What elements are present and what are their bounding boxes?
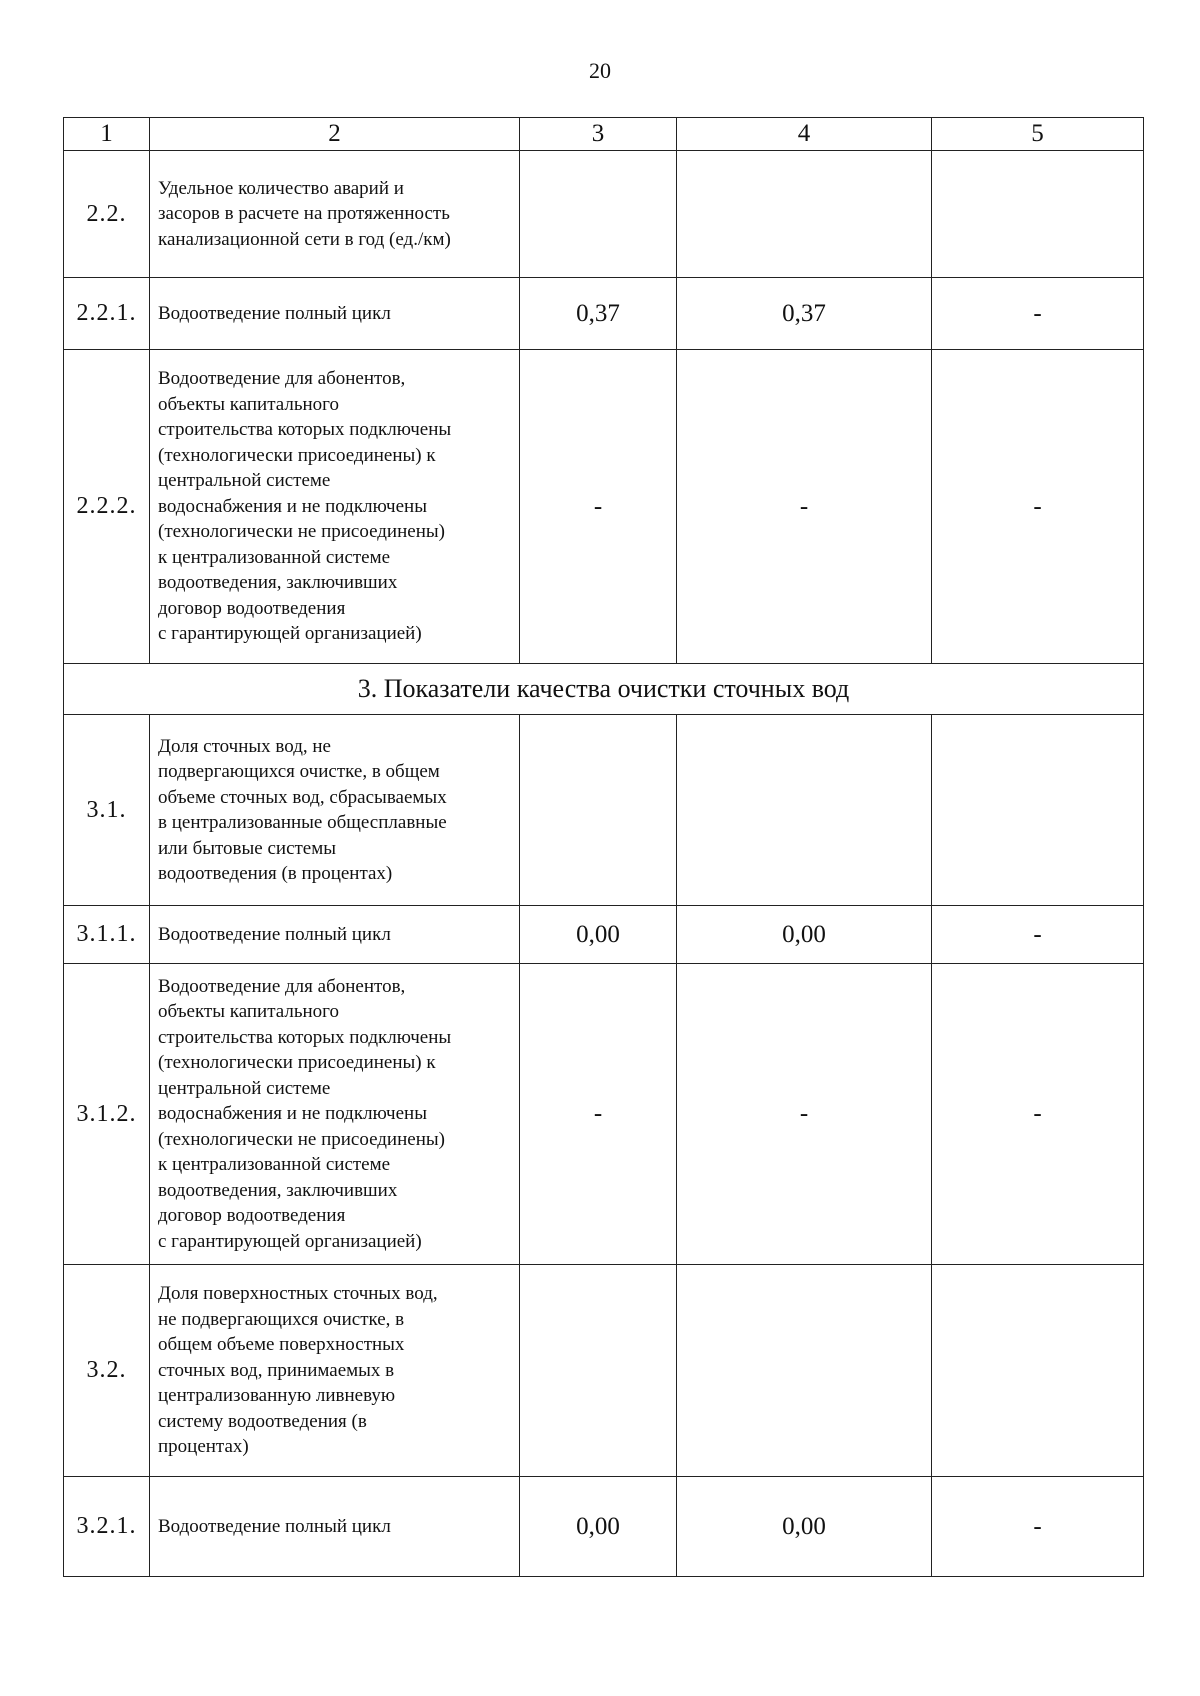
row-value-col4 bbox=[677, 151, 932, 278]
row-description-text: Водоотведение полный цикл bbox=[158, 923, 391, 945]
table-row bbox=[64, 906, 1144, 964]
row-number: 3.2. bbox=[64, 1265, 150, 1477]
row-description-text: Водоотведение полный цикл bbox=[158, 1515, 391, 1537]
row-number: 3.2.1. bbox=[64, 1477, 150, 1577]
table-row bbox=[64, 1265, 1144, 1477]
row-value-col4: 0,00 bbox=[677, 906, 932, 964]
row-description bbox=[150, 906, 520, 964]
row-number: 3.1.2. bbox=[64, 964, 150, 1265]
row-value-col4: 0,37 bbox=[677, 278, 932, 350]
row-description-text: Удельное количество аварий и засоров в расчете на протяженность канализационной сети в год (ед./км) bbox=[158, 177, 451, 250]
header-cell: 3 bbox=[520, 118, 677, 151]
row-description-text: Водоотведение для абонентов, объекты капитального строительства которых подключены (технологически присоединены) к центральной системе водоснабжения и не подключены (технологически не присоединены) к централизованной системе водоотведения, заключивших договор водоотведения с гарантирующей организацией) bbox=[158, 975, 452, 1252]
row-value-col3 bbox=[520, 1265, 677, 1477]
section-title: 3. Показатели качества очистки сточных вод bbox=[64, 664, 1144, 715]
table-row bbox=[64, 1477, 1144, 1577]
row-value-col5 bbox=[932, 715, 1144, 906]
row-description-text: Водоотведение полный цикл bbox=[158, 302, 391, 324]
header-cell: 2 bbox=[150, 118, 520, 151]
row-description bbox=[150, 350, 520, 664]
row-description bbox=[150, 715, 520, 906]
row-value-col4: - bbox=[677, 350, 932, 664]
row-description bbox=[150, 278, 520, 350]
table-row bbox=[64, 715, 1144, 906]
row-value-col3: 0,00 bbox=[520, 906, 677, 964]
header-cell: 5 bbox=[932, 118, 1144, 151]
row-description bbox=[150, 964, 520, 1265]
row-value-col4 bbox=[677, 1265, 932, 1477]
row-description bbox=[150, 1265, 520, 1477]
row-value-col5: - bbox=[932, 906, 1144, 964]
row-description-text: Доля поверхностных сточных вод, не подвергающихся очистке, в общем объеме поверхностных сточных вод, принимаемых в централизованную ливневую систему водоотведения (в процентах) bbox=[158, 1283, 438, 1458]
row-number: 2.2.1. bbox=[64, 278, 150, 350]
header-cell: 1 bbox=[64, 118, 150, 151]
row-value-col3: - bbox=[520, 964, 677, 1265]
row-value-col4: - bbox=[677, 964, 932, 1265]
row-description bbox=[150, 151, 520, 278]
row-value-col5: - bbox=[932, 1477, 1144, 1577]
row-value-col5: - bbox=[932, 350, 1144, 664]
row-number: 2.2.2. bbox=[64, 350, 150, 664]
row-value-col3: - bbox=[520, 350, 677, 664]
table-row bbox=[64, 350, 1144, 664]
table-row bbox=[64, 964, 1144, 1265]
row-value-col4 bbox=[677, 715, 932, 906]
row-value-col3 bbox=[520, 151, 677, 278]
row-value-col3 bbox=[520, 715, 677, 906]
page-number: 20 bbox=[589, 58, 611, 83]
row-description-text: Водоотведение для абонентов, объекты капитального строительства которых подключены (технологически присоединены) к центральной системе водоснабжения и не подключены (технологически не присоединены) к централизованной системе водоотведения, заключивших договор водоотведения с гарантирующей организацией) bbox=[158, 368, 452, 645]
header-cell: 4 bbox=[677, 118, 932, 151]
table-header-row bbox=[64, 118, 1144, 151]
row-number: 3.1. bbox=[64, 715, 150, 906]
table-row bbox=[64, 278, 1144, 350]
row-value-col4: 0,00 bbox=[677, 1477, 932, 1577]
row-description bbox=[150, 1477, 520, 1577]
indicators-table bbox=[63, 117, 1144, 1577]
row-value-col3: 0,00 bbox=[520, 1477, 677, 1577]
section-row bbox=[64, 664, 1144, 715]
row-description-text: Доля сточных вод, не подвергающихся очистке, в общем объеме сточных вод, сбрасываемых в централизованные общесплавные или бытовые системы водоотведения (в процентах) bbox=[158, 735, 447, 884]
row-value-col3: 0,37 bbox=[520, 278, 677, 350]
row-number: 3.1.1. bbox=[64, 906, 150, 964]
row-value-col5: - bbox=[932, 278, 1144, 350]
row-value-col5 bbox=[932, 1265, 1144, 1477]
table-row bbox=[64, 151, 1144, 278]
row-value-col5 bbox=[932, 151, 1144, 278]
row-number: 2.2. bbox=[64, 151, 150, 278]
row-value-col5: - bbox=[932, 964, 1144, 1265]
